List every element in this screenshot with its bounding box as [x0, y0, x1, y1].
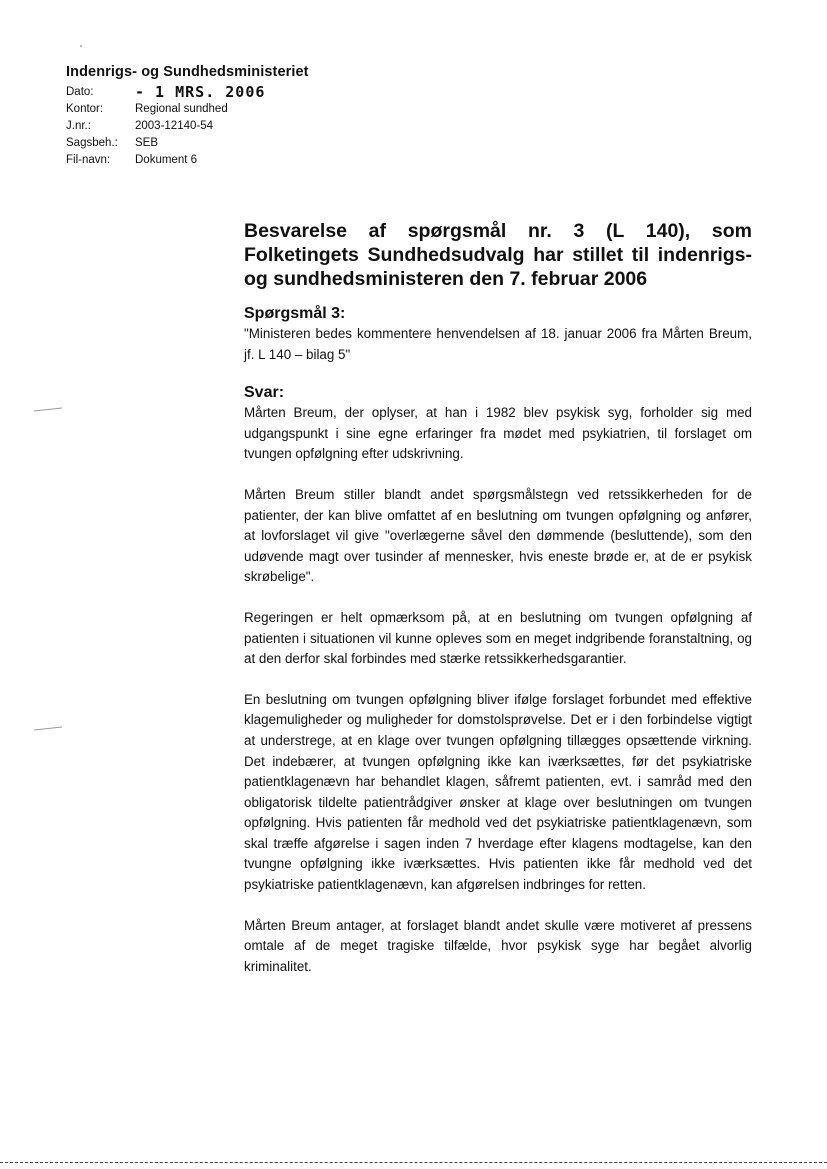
document-body [244, 219, 752, 997]
meta-row-office [66, 101, 265, 118]
answer-paragraph: Regeringen er helt opmærksom på, at en beslutning om tvungen opfølgning af patienten i situationen vil kunne opleves som en meget indgribende foranstaltning, og at den derfor skal forbindes med stærke retssikkerhedsgarantier. [244, 609, 752, 667]
scan-edge-line [0, 1162, 827, 1163]
answer-paragraph: En beslutning om tvungen opfølgning bliver ifølge forslaget forbundet med effektive klagemuligheder og muligheder for domstolsprøvelse. Det er i den forbindelse vigtigt at understrege, at en klage over tvungen opfølgning tillægges opsættende virkning. Det indebærer, at tvungen opfølgning ikke kan iværksættes, før det psykiatriske patientklagenævn har behandlet klagen, såfremt patienten, evt. i samråd med den obligatorisk tildelte patientrådgiver ønsker at klage over beslutningen om tvungen opfølgning. Hvis patienten får medhold ved det psykiatriske patientklagenævn, som skal træffe afgørelse i sagen inden 7 hverdage efter klagens modtagelse, kan den tvungne opfølgning ikke iværksættes. Hvis patienten ikke får medhold ved det psykiatriske patientklagenævn, kan afgørelsen indbringes for retten. [244, 691, 752, 893]
answer-paragraph: Mårten Breum stiller blandt andet spørgsmålstegn ved retssikkerheden for de patienter, der kan blive omfattet af en beslutning om tvungen opfølgning og anfører, at lovforslaget vil give "overlægerne såvel den dømmende (besluttende), som den udøvende magt over tusinder af mennesker, hvis eneste brøde er, at de er psykisk skrøbelige". [244, 486, 752, 585]
meta-value: Dokument 6 [135, 154, 198, 166]
meta-label: J.nr.: [66, 120, 91, 132]
meta-row-caseworker [66, 135, 265, 152]
answer-paragraph: Mårten Breum, der oplyser, at han i 1982 blev psykisk syg, forholder sig med udgangspunkt i sine egne erfaringer fra mødet med psykiatrien, til forslaget om tvungen opfølgning efter udskrivning. [244, 405, 752, 462]
meta-row-journal [66, 118, 265, 135]
date-stamp: - 1 MRS. 2006 [135, 83, 266, 101]
margin-mark [34, 408, 62, 412]
meta-row-filename [66, 152, 265, 169]
answer-paragraph: Mårten Breum antager, at forslaget blandt andet skulle være motiveret af pressens omtale af de meget tragiske tilfælde, hvor psykisk syge har begået alvorlig kriminalitet. [244, 917, 752, 974]
meta-value: SEB [135, 137, 159, 149]
answer-heading: Svar: [244, 384, 285, 402]
question-text: "Ministeren bedes kommentere henvendelsen af 18. januar 2006 fra Mårten Breum, jf. L 140 – bilag 5" [244, 326, 752, 362]
ministry-name: Indenrigs- og Sundhedsministeriet [66, 64, 309, 80]
meta-value: 2003-12140-54 [135, 120, 214, 132]
scan-speck [80, 45, 82, 47]
meta-value: Regional sundhed [135, 103, 228, 115]
meta-label: Dato: [66, 86, 94, 98]
meta-label: Fil-navn: [66, 154, 111, 166]
margin-mark [34, 727, 62, 731]
document-metadata [66, 84, 265, 169]
document-title: Besvarelse af spørgsmål nr. 3 (L 140), som Folketingets Sundhedsudvalg har stillet til indenrigs- og sundhedsministeren den 7. februar 2006 [244, 220, 752, 290]
meta-label: Kontor: [66, 103, 104, 115]
meta-label: Sagsbeh.: [66, 137, 118, 149]
question-heading: Spørgsmål 3: [244, 305, 346, 322]
meta-row-date [66, 84, 265, 101]
